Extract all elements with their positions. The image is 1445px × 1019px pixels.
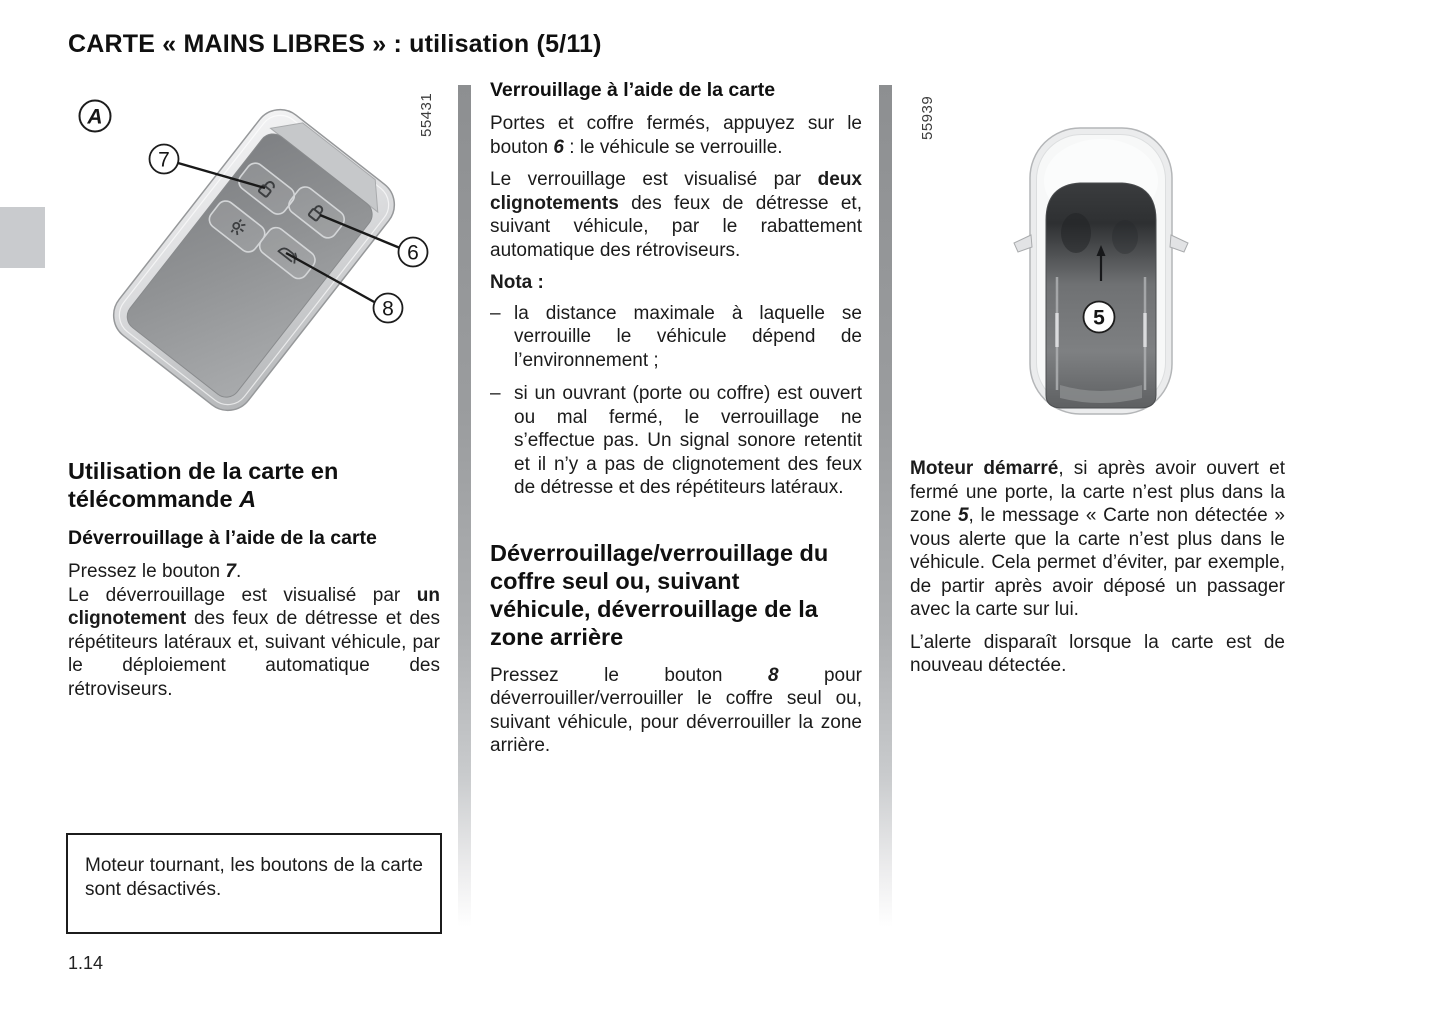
left-paragraph-1: Pressez le bouton 7. [68,561,242,582]
callout-5 [1084,302,1115,333]
list-dash: – [490,302,501,324]
right-column [910,85,1285,687]
middle-paragraph-3: Pressez le bouton 8 pour déverrouiller/verrouiller le coffre seul ou, suivant véhicule, pour déverrouiller la zone arrière. [490,664,863,756]
svg-text:6: 6 [407,241,419,265]
column-divider-right [879,85,892,927]
middle-column [490,78,862,767]
callout-8 [374,294,403,323]
column-divider-left [458,85,471,927]
right-paragraph-2: L’alerte disparaît lorsque la carte est de nouveau détectée. [910,631,1285,676]
warning-note-box [66,833,442,934]
svg-text:7: 7 [158,148,170,172]
callout-7 [150,145,179,174]
passenger-seat [1112,220,1138,254]
middle-paragraph-1: Portes et coffre fermés, appuyez sur le bouton 6 : le véhicule se verrouille. [490,113,862,158]
middle-paragraph-2: Le verrouillage est visualisé par deux clignotements des feux de détresse et, suivant véhicule, par le rabattement automatique des rétroviseurs. [490,169,862,261]
middle-heading-1: Verrouillage à l’aide de la carte [490,79,776,101]
photo-ref-55939: 55939 [919,95,936,140]
nota-label: Nota : [490,272,544,293]
page-title: CARTE « MAINS LIBRES » : utilisation (5/11) [68,30,602,58]
left-paragraph-2: Le déverrouillage est visualisé par un clignotement des feux de détresse et des répétiteurs latéraux et, suivant véhicule, par le déploiement automatique des rétroviseurs. [68,584,440,700]
chapter-tab-marker [0,207,45,268]
car-body [1014,128,1188,414]
driver-seat [1061,213,1091,253]
nota-item-2 [490,382,862,500]
nota-item-1 [490,302,862,373]
car-topview-illustration [910,85,1285,457]
keycard-figure [68,85,443,457]
list-dash: – [490,383,501,404]
photo-ref-55431: 55431 [418,92,435,137]
callout-6 [399,238,428,267]
keycard-illustration [68,85,443,457]
right-paragraph-1: Moteur démarré, si après avoir ouvert et fermé une porte, la carte n’est plus dans la zone 5, le message « Carte non détectée » vous alerte que la carte n’est plus dans le véhicule. Cela permet d’éviter, par exemple, de partir après avoir déposé un passager avec la carte sur lui. [910,458,1285,620]
left-subheading: Déverrouillage à l’aide de la carte [68,527,377,549]
warning-note-text: Moteur tournant, les boutons de la carte sont désactivés. [85,855,423,900]
figure-label-A [80,101,111,132]
svg-text:5: 5 [1093,306,1105,330]
car-topview-figure [910,85,1285,457]
nota-item-2-text: si un ouvrant (porte ou coffre) est ouvert ou mal fermé, le verrouillage ne s’effectue pas. Un signal sonore retentit et il n’y a pas de clignotement des feux de détresse et des répétiteurs latéraux. [514,383,862,498]
svg-text:8: 8 [382,297,394,321]
car-cabin [1046,183,1156,408]
middle-heading-2: Déverrouillage/verrouillage du coffre seul ou, suivant véhicule, déverrouillage de la zone arrière [490,539,829,650]
keycard-body [103,99,405,421]
left-section-heading: Utilisation de la carte en télécommande A [68,458,339,512]
nota-item-1-text: la distance maximale à laquelle se verrouille le véhicule dépend de l’environnement ; [514,302,862,371]
svg-text:A: A [87,105,103,129]
page-number: 1.14 [68,953,104,973]
left-column [68,85,440,710]
